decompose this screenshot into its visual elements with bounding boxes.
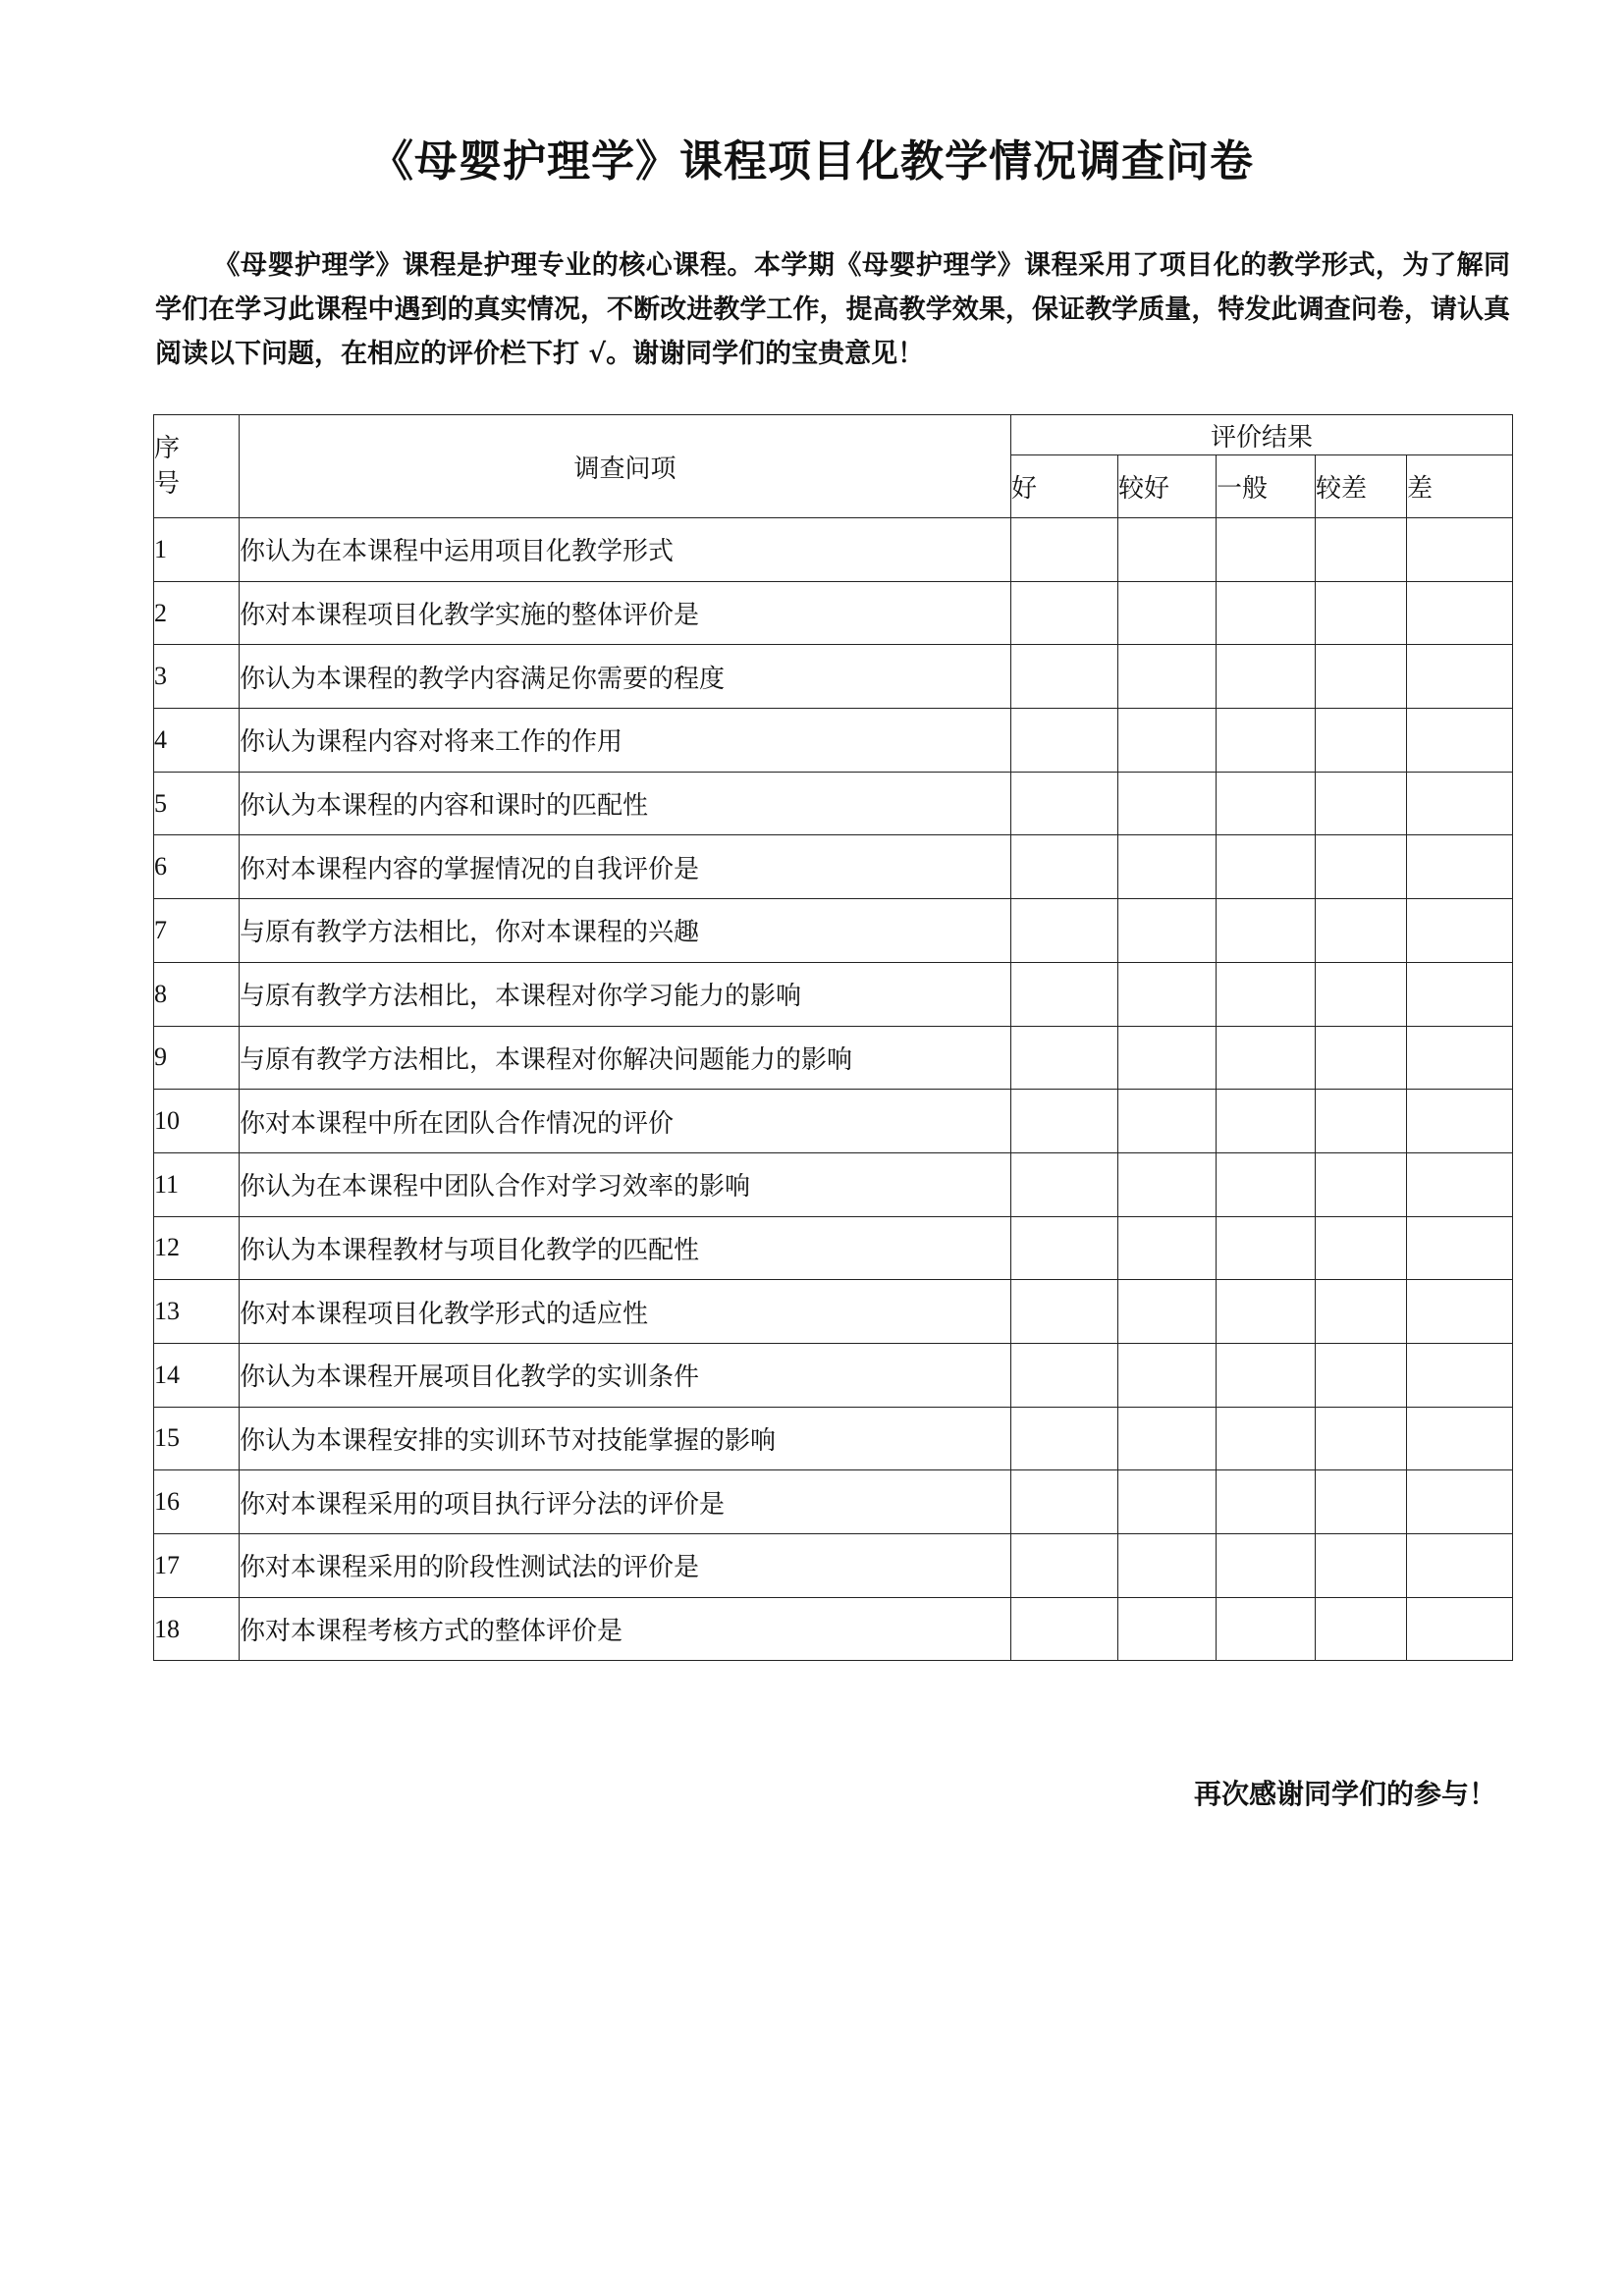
rating-cell-good[interactable] — [1011, 962, 1118, 1026]
rating-cell-average[interactable] — [1217, 899, 1316, 963]
rating-cell-good[interactable] — [1011, 1597, 1118, 1661]
serial-number-cell: 1 — [154, 518, 240, 582]
rating-cell-poor[interactable] — [1407, 962, 1513, 1026]
table-row — [154, 899, 1513, 963]
serial-number-cell: 3 — [154, 645, 240, 709]
rating-cell-fairly-poor[interactable] — [1316, 899, 1407, 963]
serial-number-cell: 11 — [154, 1152, 240, 1216]
serial-number-cell: 9 — [154, 1026, 240, 1090]
rating-cell-fairly-poor[interactable] — [1316, 835, 1407, 899]
rating-cell-poor[interactable] — [1407, 899, 1513, 963]
rating-cell-good[interactable] — [1011, 1534, 1118, 1598]
rating-cell-fairly-poor[interactable] — [1316, 581, 1407, 645]
table-row — [154, 1470, 1513, 1534]
rating-cell-average[interactable] — [1217, 645, 1316, 709]
survey-question-cell: 你对本课程考核方式的整体评价是 — [240, 1597, 1011, 1661]
page-title: 《母婴护理学》课程项目化教学情况调查问卷 — [370, 136, 1254, 187]
rating-cell-average[interactable] — [1217, 581, 1316, 645]
rating-cell-fairly-poor[interactable] — [1316, 1470, 1407, 1534]
rating-cell-fairly-poor[interactable] — [1316, 1152, 1407, 1216]
rating-cell-fairly-good[interactable] — [1118, 1597, 1217, 1661]
survey-question-cell: 你对本课程项目化教学实施的整体评价是 — [240, 581, 1011, 645]
survey-question-cell: 你对本课程项目化教学形式的适应性 — [240, 1280, 1011, 1344]
survey-question-cell: 你对本课程采用的项目执行评分法的评价是 — [240, 1470, 1011, 1534]
serial-number-cell: 15 — [154, 1407, 240, 1470]
table-row — [154, 709, 1513, 773]
rating-cell-good[interactable] — [1011, 1470, 1118, 1534]
rating-cell-average[interactable] — [1217, 1216, 1316, 1280]
survey-question-cell: 与原有教学方法相比，你对本课程的兴趣 — [240, 899, 1011, 963]
table-row — [154, 645, 1513, 709]
rating-cell-average[interactable] — [1217, 1280, 1316, 1344]
rating-cell-good[interactable] — [1011, 1407, 1118, 1470]
rating-cell-fairly-poor[interactable] — [1316, 1407, 1407, 1470]
rating-cell-average[interactable] — [1217, 1597, 1316, 1661]
rating-cell-fairly-poor[interactable] — [1316, 1216, 1407, 1280]
table-row — [154, 1280, 1513, 1344]
survey-question-cell: 你对本课程中所在团队合作情况的评价 — [240, 1090, 1011, 1153]
rating-cell-poor[interactable] — [1407, 1152, 1513, 1216]
survey-question-cell: 你对本课程内容的掌握情况的自我评价是 — [240, 835, 1011, 899]
survey-question-cell: 你认为在本课程中团队合作对学习效率的影响 — [240, 1152, 1011, 1216]
serial-number-cell: 12 — [154, 1216, 240, 1280]
rating-cell-fairly-poor[interactable] — [1316, 709, 1407, 773]
survey-question-cell: 你认为本课程的内容和课时的匹配性 — [240, 772, 1011, 835]
survey-question-cell: 你对本课程采用的阶段性测试法的评价是 — [240, 1534, 1011, 1598]
rating-cell-poor[interactable] — [1407, 1597, 1513, 1661]
rating-cell-fairly-good[interactable] — [1118, 1280, 1217, 1344]
serial-number-cell: 2 — [154, 581, 240, 645]
serial-number-cell: 6 — [154, 835, 240, 899]
rating-cell-average[interactable] — [1217, 1152, 1316, 1216]
rating-cell-fairly-poor[interactable] — [1316, 1026, 1407, 1090]
rating-cell-fairly-good[interactable] — [1118, 1470, 1217, 1534]
rating-cell-fairly-good[interactable] — [1118, 1216, 1217, 1280]
rating-cell-poor[interactable] — [1407, 1534, 1513, 1598]
rating-cell-average[interactable] — [1217, 1343, 1316, 1407]
rating-cell-good[interactable] — [1011, 518, 1118, 582]
rating-cell-poor[interactable] — [1407, 1470, 1513, 1534]
rating-cell-fairly-good[interactable] — [1118, 518, 1217, 582]
table-row — [154, 1090, 1513, 1153]
survey-question-cell: 你认为本课程安排的实训环节对技能掌握的影响 — [240, 1407, 1011, 1470]
rating-cell-average[interactable] — [1217, 1090, 1316, 1153]
rating-cell-fairly-good[interactable] — [1118, 835, 1217, 899]
rating-cell-average[interactable] — [1217, 772, 1316, 835]
rating-cell-poor[interactable] — [1407, 772, 1513, 835]
rating-cell-poor[interactable] — [1407, 1343, 1513, 1407]
table-row — [154, 518, 1513, 582]
rating-cell-good[interactable] — [1011, 835, 1118, 899]
rating-cell-average[interactable] — [1217, 1534, 1316, 1598]
rating-cell-fairly-poor[interactable] — [1316, 1597, 1407, 1661]
table-row — [154, 835, 1513, 899]
rating-cell-fairly-poor[interactable] — [1316, 962, 1407, 1026]
serial-number-cell: 18 — [154, 1597, 240, 1661]
serial-number-cell: 10 — [154, 1090, 240, 1153]
survey-question-cell: 你认为本课程的教学内容满足你需要的程度 — [240, 645, 1011, 709]
rating-cell-average[interactable] — [1217, 962, 1316, 1026]
rating-cell-good[interactable] — [1011, 581, 1118, 645]
rating-cell-average[interactable] — [1217, 1407, 1316, 1470]
serial-number-cell: 14 — [154, 1343, 240, 1407]
rating-cell-fairly-good[interactable] — [1118, 581, 1217, 645]
rating-cell-poor[interactable] — [1407, 1026, 1513, 1090]
rating-cell-fairly-good[interactable] — [1118, 772, 1217, 835]
table-row — [154, 962, 1513, 1026]
survey-question-cell: 与原有教学方法相比，本课程对你解决问题能力的影响 — [240, 1026, 1011, 1090]
serial-number-cell: 17 — [154, 1534, 240, 1598]
serial-number-cell: 8 — [154, 962, 240, 1026]
rating-cell-average[interactable] — [1217, 518, 1316, 582]
survey-item-header: 调查问项 — [240, 415, 1011, 518]
rating-cell-good[interactable] — [1011, 1216, 1118, 1280]
serial-number-cell: 4 — [154, 709, 240, 773]
table-row — [154, 1026, 1513, 1090]
rating-cell-fairly-poor[interactable] — [1316, 518, 1407, 582]
grade-header-poor: 差 — [1407, 455, 1513, 518]
rating-cell-poor[interactable] — [1407, 1216, 1513, 1280]
survey-question-cell: 你认为本课程开展项目化教学的实训条件 — [240, 1343, 1011, 1407]
rating-cell-fairly-poor[interactable] — [1316, 772, 1407, 835]
grade-header-fairly-poor: 较差 — [1316, 455, 1407, 518]
rating-cell-fairly-poor[interactable] — [1316, 1280, 1407, 1344]
survey-question-cell: 与原有教学方法相比，本课程对你学习能力的影响 — [240, 962, 1011, 1026]
serial-number-cell: 16 — [154, 1470, 240, 1534]
rating-cell-fairly-good[interactable] — [1118, 1152, 1217, 1216]
rating-cell-fairly-good[interactable] — [1118, 709, 1217, 773]
rating-cell-poor[interactable] — [1407, 1280, 1513, 1344]
table-row — [154, 772, 1513, 835]
rating-cell-poor[interactable] — [1407, 1090, 1513, 1153]
serial-number-cell: 7 — [154, 899, 240, 963]
serial-number-header — [154, 415, 240, 518]
rating-cell-average[interactable] — [1217, 709, 1316, 773]
rating-cell-fairly-good[interactable] — [1118, 1026, 1217, 1090]
rating-cell-good[interactable] — [1011, 899, 1118, 963]
table-row — [154, 1343, 1513, 1407]
table-row — [154, 1534, 1513, 1598]
rating-cell-poor[interactable] — [1407, 835, 1513, 899]
table-row — [154, 1407, 1513, 1470]
table-row — [154, 581, 1513, 645]
table-row — [154, 1152, 1513, 1216]
rating-cell-average[interactable] — [1217, 1470, 1316, 1534]
rating-cell-fairly-good[interactable] — [1118, 1407, 1217, 1470]
rating-cell-fairly-good[interactable] — [1118, 1090, 1217, 1153]
rating-cell-good[interactable] — [1011, 772, 1118, 835]
rating-cell-fairly-good[interactable] — [1118, 1534, 1217, 1598]
serial-number-cell: 5 — [154, 772, 240, 835]
rating-cell-good[interactable] — [1011, 1280, 1118, 1344]
serial-number-cell: 13 — [154, 1280, 240, 1344]
rating-cell-fairly-good[interactable] — [1118, 899, 1217, 963]
closing-thanks: 再次感谢同学们的参与！ — [1193, 1778, 1496, 1810]
rating-cell-fairly-good[interactable] — [1118, 1343, 1217, 1407]
rating-cell-good[interactable] — [1011, 645, 1118, 709]
rating-cell-poor[interactable] — [1407, 581, 1513, 645]
serial-number-header-text: 序号 — [154, 434, 181, 499]
evaluation-result-header: 评价结果 — [1011, 415, 1513, 455]
rating-cell-good[interactable] — [1011, 1152, 1118, 1216]
rating-cell-fairly-good[interactable] — [1118, 645, 1217, 709]
survey-table — [153, 414, 1513, 1661]
table-row — [154, 1597, 1513, 1661]
survey-question-cell: 你认为在本课程中运用项目化教学形式 — [240, 518, 1011, 582]
rating-cell-average[interactable] — [1217, 835, 1316, 899]
grade-header-fairly-good: 较好 — [1118, 455, 1217, 518]
grade-header-average: 一般 — [1217, 455, 1316, 518]
rating-cell-good[interactable] — [1011, 1090, 1118, 1153]
survey-question-cell: 你认为本课程教材与项目化教学的匹配性 — [240, 1216, 1011, 1280]
rating-cell-poor[interactable] — [1407, 1407, 1513, 1470]
grade-header-good: 好 — [1011, 455, 1118, 518]
rating-cell-good[interactable] — [1011, 709, 1118, 773]
intro-paragraph: 《母婴护理学》课程是护理专业的核心课程。本学期《母婴护理学》课程采用了项目化的教学形式，为了解同学们在学习此课程中遇到的真实情况，不断改进教学工作，提高教学效果，保证教学质量，特发此调查问卷，请认真阅读以下问题，在相应的评价栏下打 √。谢谢同学们的宝贵意见！ — [155, 250, 1510, 369]
rating-cell-fairly-poor[interactable] — [1316, 645, 1407, 709]
rating-cell-fairly-poor[interactable] — [1316, 1534, 1407, 1598]
rating-cell-poor[interactable] — [1407, 518, 1513, 582]
table-row — [154, 1216, 1513, 1280]
rating-cell-poor[interactable] — [1407, 645, 1513, 709]
rating-cell-fairly-good[interactable] — [1118, 962, 1217, 1026]
rating-cell-good[interactable] — [1011, 1343, 1118, 1407]
rating-cell-good[interactable] — [1011, 1026, 1118, 1090]
rating-cell-average[interactable] — [1217, 1026, 1316, 1090]
rating-cell-poor[interactable] — [1407, 709, 1513, 773]
survey-table-body — [154, 518, 1513, 1661]
rating-cell-fairly-poor[interactable] — [1316, 1343, 1407, 1407]
rating-cell-fairly-poor[interactable] — [1316, 1090, 1407, 1153]
survey-question-cell: 你认为课程内容对将来工作的作用 — [240, 709, 1011, 773]
table-header-row — [154, 415, 1513, 455]
